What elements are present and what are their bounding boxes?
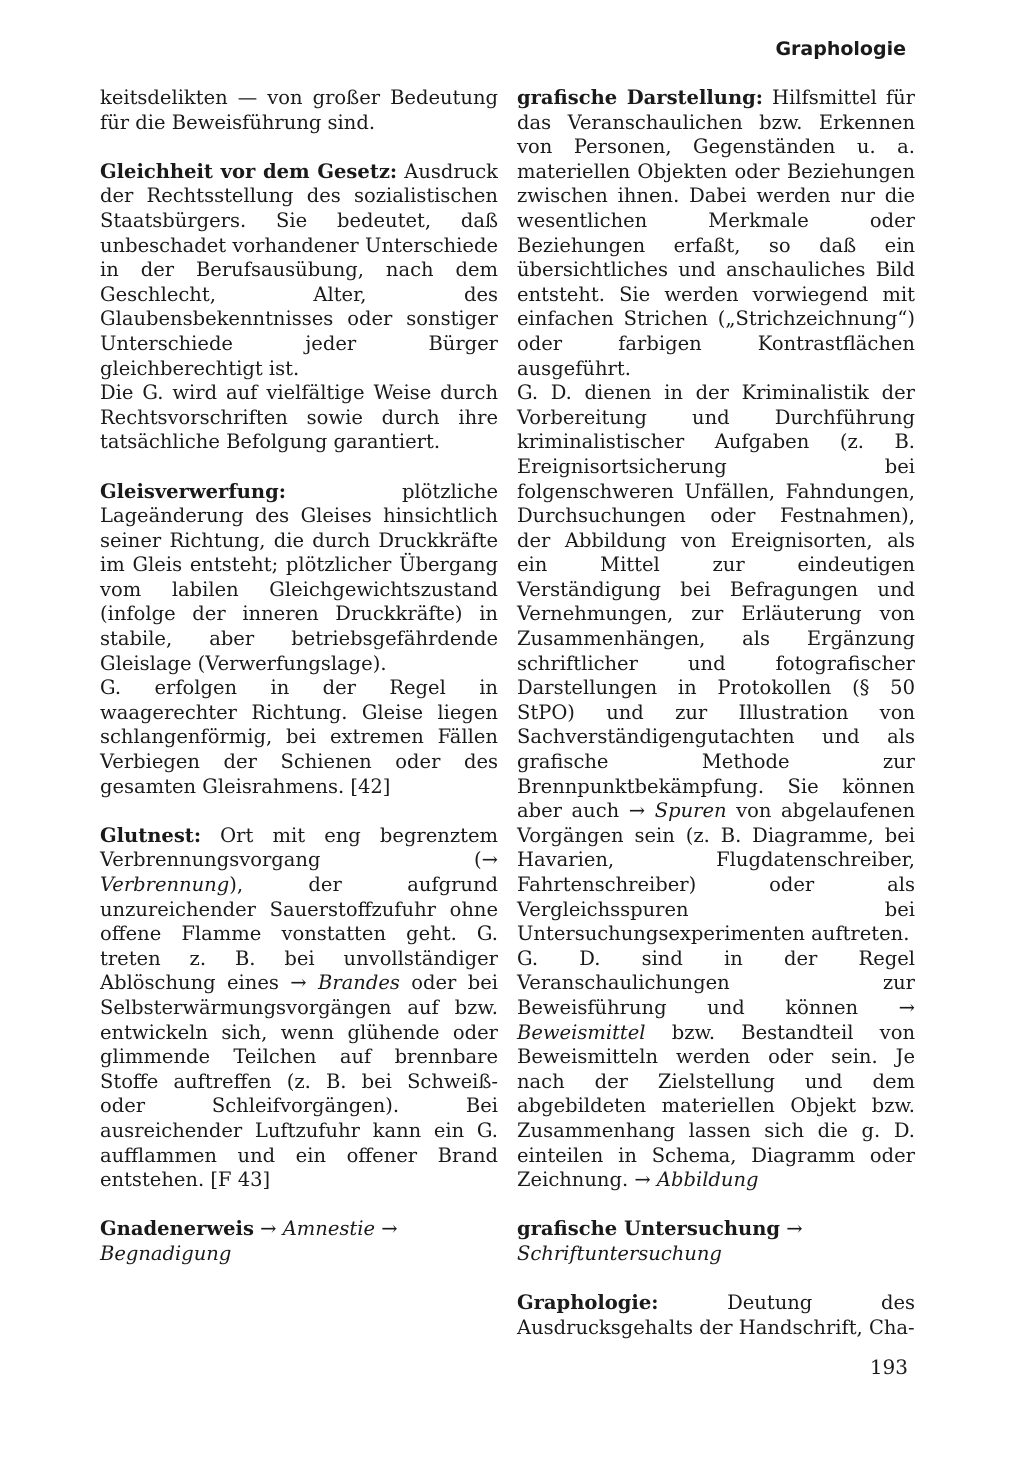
entry-gleisverwerfung — [100, 480, 498, 677]
headword: Gleisverwerfung: — [100, 479, 286, 503]
entry-grafische-darstellung — [517, 86, 915, 381]
headword: Graphologie: — [517, 1291, 659, 1315]
arrow: → — [381, 1217, 398, 1241]
definition: Deutung des Ausdrucksgehalts der Handschrift, Cha- — [517, 1291, 915, 1339]
definition: G. D. sind in der Regel Veranschaulichungen zur Beweisführung und können → — [517, 946, 915, 1019]
entry-glutnest — [100, 824, 498, 1193]
entry-gnadenerweis — [100, 1217, 498, 1266]
definition: plötzliche Lageänderung des Gleises hinsichtlich seiner Richtung, die durch Druckkräfte im Gleis entsteht; plötzlicher Übergang vom labilen Gleichgewichtszustand (infolge der inneren Druckkräfte) in stabile, aber betriebsgefährdende Gleislage (Verwerfungslage). — [100, 479, 498, 675]
headword: Gleichheit vor dem Gesetz: — [100, 159, 398, 183]
entry-paragraph — [517, 381, 915, 947]
cross-reference: Verbrennung — [100, 873, 230, 896]
entry-gleichheit-vor-dem-gesetz — [100, 160, 498, 381]
entry-paragraph — [517, 947, 915, 1193]
cross-reference: Begnadigung — [100, 1241, 232, 1265]
definition: bzw. Bestandteil von Beweismitteln werden oder sein. Je nach der Zielstellung und dem abgebildeten materiellen Objekt bzw. Zusammenhang lassen sich die g. D. einteilen in Schema, Diagramm oder Zeichnung. → — [517, 1020, 915, 1192]
headword: grafische Darstellung: — [517, 86, 763, 109]
entry-paragraph: G. erfolgen in der Regel in waagerechter Richtung. Gleise liegen schlangenförmig, bei extremen Fällen Verbiegen der Schienen oder des gesamten Gleisrahmens. [42] — [100, 676, 498, 798]
left-column — [100, 86, 498, 1267]
page-number: 193 — [869, 1355, 908, 1379]
definition: von abgelaufenen Vorgängen sein (z. B. Diagramme, bei Havarien, Flugdatenschreiber, Fahrtenschreiber) oder als Vergleichsspuren bei Untersuchungsexperimenten auftreten. — [517, 799, 916, 946]
cross-reference: Brandes — [318, 971, 400, 995]
entry-continuation: keitsdelikten — von großer Bedeutung für die Beweisführung sind. — [100, 86, 498, 134]
running-head: Graphologie — [775, 38, 906, 60]
headword: grafische Untersuchung — [517, 1217, 781, 1241]
definition: Ausdruck der Rechtsstellung des sozialistischen Staatsbürgers. Sie bedeutet, daß unbeschadet vorhandener Unterschiede in der Berufsausübung, nach dem Geschlecht, Alter, des Glaubensbekenntnisses oder sonstiger Unterschiede jeder Bürger gleichberechtigt ist. — [100, 159, 498, 380]
cross-reference: Amnestie — [282, 1217, 375, 1241]
entry-graphologie — [517, 1291, 915, 1340]
headword: Gnadenerweis — [100, 1217, 254, 1241]
arrow: → — [786, 1217, 803, 1241]
cross-reference: Schriftuntersuchung — [517, 1241, 722, 1265]
definition: G. D. dienen in der Kriminalistik der Vorbereitung und Durchführung kriminalistischer Aufgaben (z. B. Ereignisortsicherung bei folgenschweren Unfällen, Fahndungen, Durchsuchungen oder Festnahmen), der Abbildung von Ereignisorten, als ein Mittel zur eindeutigen Verständigung bei Befragungen und Vernehmungen, zur Erläuterung von Zusammenhängen, als Ergänzung schriftlicher und fotografischer Darstellungen in Protokollen (§ 50 StPO) und zur Illustration von Sachverständigengutachten und als grafische Methode zur Brennpunktbekämpfung. Sie können aber auch → — [517, 381, 915, 823]
definition: oder bei Selbsterwärmungsvorgängen auf bzw. entwickeln sich, wenn glühende oder glimmende Teilchen auf brennbare Stoffe auftreffen (z. B. bei Schweiß- oder Schleifvorgängen). Bei ausreichender Luftzufuhr kann ein G. aufflammen und ein offener Brand entstehen. [F 43] — [100, 971, 499, 1192]
entry-grafische-untersuchung — [517, 1217, 915, 1266]
cross-reference: Abbildung — [656, 1168, 759, 1192]
entry-paragraph: Die G. wird auf vielfältige Weise durch Rechtsvorschriften sowie durch ihre tatsächliche Befolgung garantiert. — [100, 381, 498, 454]
definition: Hilfsmittel für das Veranschaulichen bzw. Erkennen von Personen, Gegenständen u. a. materiellen Objekten oder Beziehungen zwischen ihnen. Dabei werden nur die wesentlichen Merkmale oder Beziehungen erfaßt, so daß ein übersichtliches und anschauliches Bild entsteht. Sie werden vorwiegend mit einfachen Strichen („Strichzeichnung“) oder farbigen Kontrastflächen ausgeführt. — [517, 86, 915, 380]
cross-reference: Beweismittel — [517, 1020, 646, 1044]
right-column — [517, 86, 915, 1340]
arrow: → — [260, 1217, 277, 1241]
headword: Glutnest: — [100, 823, 202, 847]
definition: Ort mit eng begrenztem Verbrennungsvorgang (→ — [100, 823, 498, 872]
definition: ), der aufgrund unzureichender Sauerstoffzufuhr ohne offene Flamme vonstatten geht. G. treten z. B. bei unvollständiger Ablöschung eines → — [100, 873, 498, 995]
cross-reference: Spuren — [654, 799, 727, 823]
